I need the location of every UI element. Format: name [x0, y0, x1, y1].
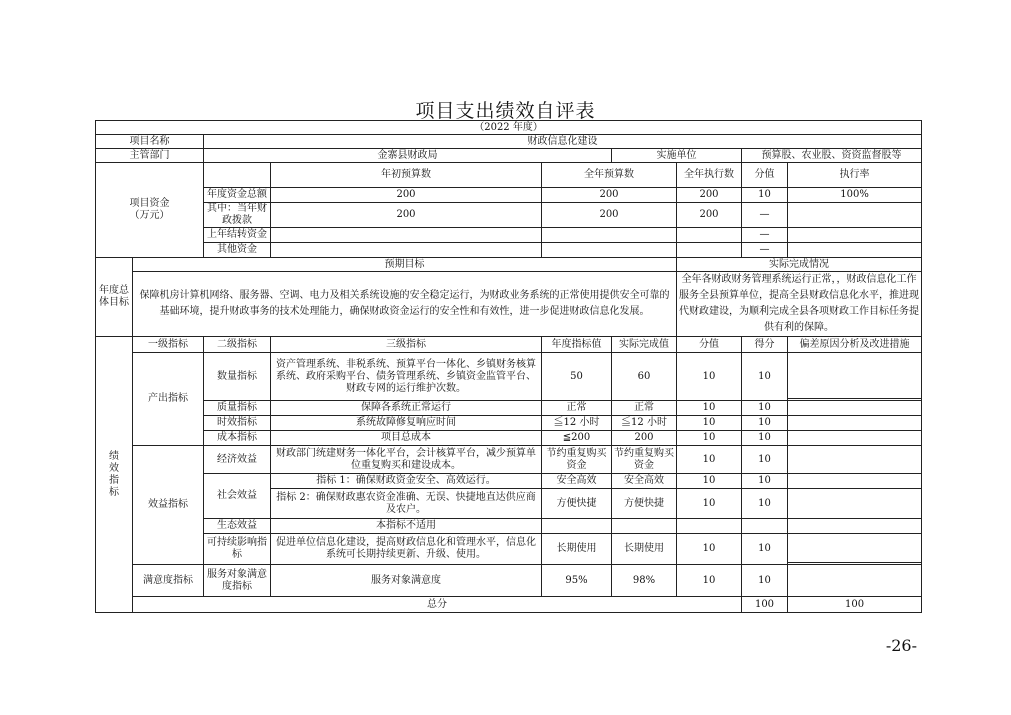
- funds-cell: [788, 243, 922, 258]
- social-2-score: 10: [742, 489, 788, 519]
- social-1-target: 安全高效: [542, 474, 612, 489]
- funds-row-label: 其他资金: [204, 243, 271, 258]
- quantity-score-max: 10: [677, 353, 742, 401]
- deviation-cell: [788, 431, 922, 446]
- self-evaluation-table: [95, 120, 922, 613]
- time-score-max: 10: [677, 416, 742, 431]
- funds-header: 全年执行数: [677, 163, 742, 188]
- quality-actual: 正常: [612, 401, 677, 416]
- funds-cell: [677, 228, 742, 243]
- social-1-score: 10: [742, 474, 788, 489]
- quality-target: 正常: [542, 401, 612, 416]
- eco-score-max: [677, 519, 742, 534]
- quantity-indicator-text: 资产管理系统、非税系统、预算平台一体化、乡镇财务核算系统、政府采购平台、债务管理系统、乡镇资金监管平台、财政专网的运行维护次数。: [271, 353, 542, 401]
- dept-label: 主管部门: [96, 149, 204, 163]
- satisfaction-indicator-text: 服务对象满意度: [271, 565, 542, 597]
- funds-header: 年初预算数: [271, 163, 542, 188]
- funds-row-label: 上年结转资金: [204, 228, 271, 243]
- time-score: 10: [742, 416, 788, 431]
- perf-label: 绩效指标: [96, 337, 133, 613]
- benefit-indicator-label: 效益指标: [133, 446, 204, 565]
- total-score: 100: [788, 597, 922, 613]
- project-name-value: 财政信息化建设: [204, 135, 922, 149]
- social-indicator-2-text: 指标 2：确保财政惠农资金准确、无误、快捷地直达供应商及农户。: [271, 489, 542, 519]
- page-number: -26-: [885, 636, 917, 655]
- funds-cell: [677, 243, 742, 258]
- funds-header-blank: [204, 163, 271, 188]
- deviation-cell: [788, 534, 922, 563]
- goal-expected-text: 保障机房计算机网络、服务器、空调、电力及相关系统设施的安全稳定运行，为财政业务系统的正常使用提供安全可靠的基础环境，提升财政事务的技术处理能力，确保财政资金运行的安全性和有效性，进一步促进财政信息化发展。: [133, 272, 677, 337]
- deviation-cell: [788, 489, 922, 519]
- sustain-score-max: 10: [677, 534, 742, 565]
- funds-label-line2: （万元）: [129, 210, 170, 221]
- funds-header: 分值: [742, 163, 788, 188]
- deviation-cell: [788, 401, 922, 416]
- funds-cell: [271, 228, 542, 243]
- project-name-label: 项目名称: [96, 135, 204, 149]
- funds-header: 全年预算数: [542, 163, 677, 188]
- quantity-score: 10: [742, 353, 788, 401]
- cost-indicator-label: 成本指标: [204, 431, 271, 446]
- social-indicator-1-text: 指标 1：确保财政资金安全、高效运行。: [271, 474, 542, 489]
- social-1-score-max: 10: [677, 474, 742, 489]
- goal-label: 年度总体目标: [96, 258, 133, 337]
- dept-value: 金寨县财政局: [204, 149, 612, 163]
- sustain-indicator-text: 促进单位信息化建设，提高财政信息化和管理水平，信息化系统可长期持续更新、升级、使用。: [271, 534, 542, 565]
- funds-cell: —: [742, 243, 788, 258]
- funds-label: [96, 163, 204, 258]
- satisfaction-score: 10: [742, 565, 788, 597]
- funds-cell: —: [742, 203, 788, 228]
- funds-cell: 200: [677, 203, 742, 228]
- satisfaction-indicator-label: 满意度指标: [133, 565, 204, 597]
- eco-indicator-label: 生态效益: [204, 519, 271, 534]
- page-title: 项目支出绩效自评表: [415, 100, 596, 122]
- goal-expected-header: 预期目标: [133, 258, 677, 272]
- funds-cell: 10: [742, 188, 788, 203]
- eco-score: [742, 519, 788, 534]
- social-2-actual: 方便快捷: [612, 489, 677, 519]
- quantity-indicator-label: 数量指标: [204, 353, 271, 401]
- total-label: 总分: [133, 597, 742, 613]
- output-indicator-label: 产出指标: [133, 353, 204, 446]
- impl-label: 实施单位: [612, 149, 742, 163]
- cost-actual: 200: [612, 431, 677, 446]
- total-score-max: 100: [742, 597, 788, 613]
- perf-header: 得分: [742, 337, 788, 353]
- economic-indicator-label: 经济效益: [204, 446, 271, 474]
- funds-label-line1: 项目资金: [129, 198, 170, 209]
- economic-score-max: 10: [677, 446, 742, 474]
- economic-actual: 节约重复购买资金: [612, 446, 677, 474]
- deviation-cell: [788, 416, 922, 431]
- social-1-actual: 安全高效: [612, 474, 677, 489]
- year-row: （2022 年度）: [96, 121, 922, 135]
- social-2-score-max: 10: [677, 489, 742, 519]
- funds-cell: —: [742, 228, 788, 243]
- eco-actual: [612, 519, 677, 534]
- perf-header: 年度指标值: [542, 337, 612, 353]
- cost-score: 10: [742, 431, 788, 446]
- quality-score-max: 10: [677, 401, 742, 416]
- funds-cell: 200: [542, 203, 677, 228]
- funds-cell: [788, 203, 922, 228]
- quality-score: 10: [742, 401, 788, 416]
- funds-cell: 200: [677, 188, 742, 203]
- goal-actual-text: 全年各财政财务管理系统运行正常，，财政信息化工作服务全县预算单位，提高全县财政信息化水平，推进现代财政建设，为顺利完成全县各项财政工作目标任务提供有利的保障。: [677, 272, 922, 337]
- eco-indicator-text: 本指标不适用: [271, 519, 542, 534]
- cost-target: ≦200: [542, 431, 612, 446]
- quantity-actual: 60: [612, 353, 677, 401]
- perf-header: 偏差原因分析及改进措施: [788, 337, 922, 353]
- economic-target: 节约重复购买资金: [542, 446, 612, 474]
- funds-cell: [788, 228, 922, 243]
- deviation-cell: [788, 446, 922, 474]
- funds-cell: [271, 243, 542, 258]
- sustain-actual: 长期使用: [612, 534, 677, 565]
- deviation-cell: [788, 565, 922, 597]
- sustain-indicator-label: 可持续影响指标: [204, 534, 271, 565]
- cost-score-max: 10: [677, 431, 742, 446]
- deviation-cell: [788, 474, 922, 489]
- funds-header: 执行率: [788, 163, 922, 188]
- satisfaction-target: 95%: [542, 565, 612, 597]
- time-indicator-label: 时效指标: [204, 416, 271, 431]
- quality-indicator-text: 保障各系统正常运行: [271, 401, 542, 416]
- satisfaction-score-max: 10: [677, 565, 742, 597]
- perf-header: 实际完成值: [612, 337, 677, 353]
- satisfaction-actual: 98%: [612, 565, 677, 597]
- funds-cell: 200: [271, 203, 542, 228]
- perf-header: 三级指标: [271, 337, 542, 353]
- economic-score: 10: [742, 446, 788, 474]
- perf-header: 一级指标: [133, 337, 204, 353]
- cost-indicator-text: 项目总成本: [271, 431, 542, 446]
- sustain-target: 长期使用: [542, 534, 612, 565]
- time-target: ≦12 小时: [542, 416, 612, 431]
- satisfaction-l2-label: 服务对象满意度指标: [204, 565, 271, 597]
- quantity-target: 50: [542, 353, 612, 401]
- funds-row-label: 年度资金总额: [204, 188, 271, 203]
- deviation-cell: [788, 353, 922, 399]
- sustain-score: 10: [742, 534, 788, 565]
- goal-actual-header: 实际完成情况: [677, 258, 922, 272]
- impl-value: 预算股、农业股、资资监督股等: [742, 149, 922, 163]
- funds-cell: [542, 243, 677, 258]
- social-indicator-label: 社会效益: [204, 474, 271, 519]
- deviation-cell: [788, 519, 922, 534]
- quality-indicator-label: 质量指标: [204, 401, 271, 416]
- time-indicator-text: 系统故障修复响应时间: [271, 416, 542, 431]
- funds-cell: 100%: [788, 188, 922, 203]
- perf-header: 二级指标: [204, 337, 271, 353]
- funds-cell: 200: [542, 188, 677, 203]
- eco-target: [542, 519, 612, 534]
- funds-cell: 200: [271, 188, 542, 203]
- funds-row-label: 其中：当年财政拨款: [204, 203, 271, 228]
- perf-header: 分值: [677, 337, 742, 353]
- funds-cell: [542, 228, 677, 243]
- time-actual: ≦12 小时: [612, 416, 677, 431]
- social-2-target: 方便快捷: [542, 489, 612, 519]
- economic-indicator-text: 财政部门统建财务一体化平台，会计核算平台，减少预算单位重复购买和建设成本。: [271, 446, 542, 474]
